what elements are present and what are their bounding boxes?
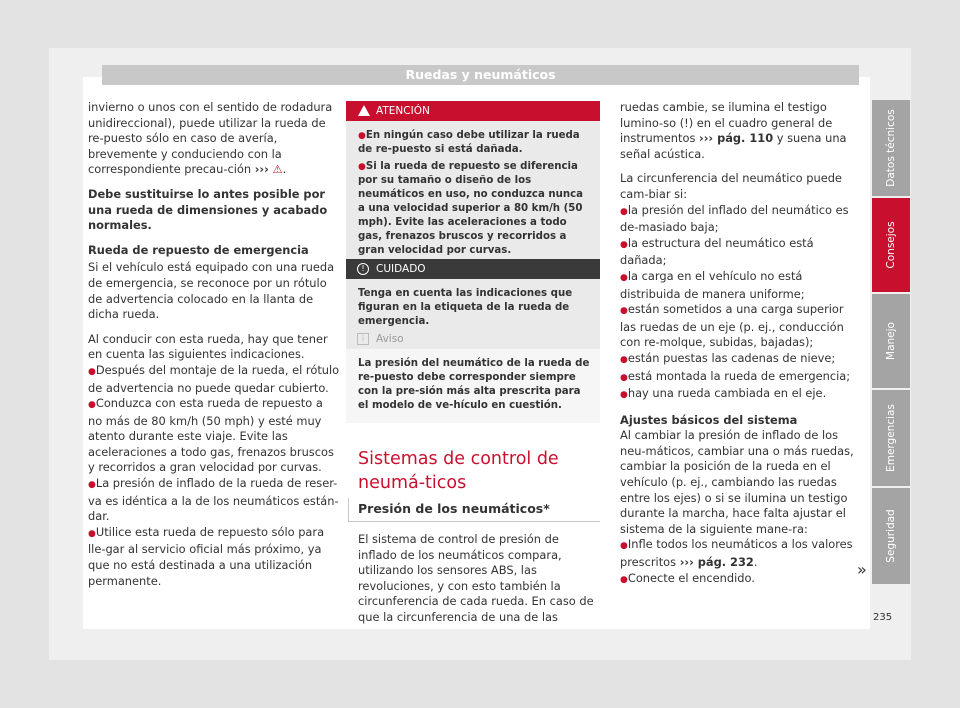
warning-box [346, 101, 600, 268]
col3-bullet: ● la presión del inflado del neumático es de-masiado baja; [620, 203, 856, 236]
caution-body: Tenga en cuenta las indicaciones que figuran en la etiqueta de la rueda de emergencia. [346, 279, 600, 339]
col3-bullet: ● Conecte el encendido. [620, 571, 856, 589]
warning-triangle-icon: ⚠ [272, 162, 283, 177]
warning-title: ATENCIÓN [376, 105, 430, 117]
page-header: Ruedas y neumáticos [102, 65, 859, 85]
caution-title: CUIDADO [376, 263, 426, 275]
column-3 [620, 100, 856, 588]
tab-datos-tecnicos[interactable]: Datos técnicos [872, 100, 910, 196]
col1-bullet: ● La presión de inflado de la rueda de reser-va es idéntica a la de los neumáticos están-dar. [88, 476, 340, 525]
col3-bullet: ● está montada la rueda de emergencia; [620, 369, 856, 387]
col3-paragraph-1: ruedas cambie, se ilumina el testigo lumino-so (!) en el cuadro general de instrumentos ››› pág. 110 y suena una señal acústica. [620, 100, 847, 161]
tab-consejos[interactable]: Consejos [872, 198, 910, 292]
col1-paragraph-1: invierno o unos con el sentido de rodadura unidireccional), puede utilizar la rueda de re-puesto sólo en caso de avería, brevemente y conduciendo con la correspondiente precau-ción ››› ⚠. [88, 100, 333, 177]
warning-bullet: ● Si la rueda de repuesto se diferencia por su tamaño o diseño de los neumáticos en uso, no conduzca nunca a una velocidad superior a 80 km/h (50 mph). Evite las aceleraciones a todo gas, frenazos bruscos y recorridos a gran velocidad por curvas. [358, 160, 590, 258]
caution-icon: ! [357, 263, 369, 275]
col1-bullet: ● Conduzca con esta rueda de repuesto a no más de 80 km/h (50 mph) y esté muy atento durante este viaje. Evite las aceleraciones a todo gas, frenazos bruscos y recorridos a gran velocidad por curvas. [88, 396, 340, 476]
note-body: La presión del neumático de la rueda de re-puesto debe corresponder siempre con la pre-sión más alta prescrita para el modelo de ve-hículo en cuestión. [346, 349, 600, 423]
info-icon: i [357, 333, 369, 345]
col1-subheading: Rueda de repuesto de emergencia [88, 242, 309, 257]
section-body: El sistema de control de presión de inflado de los neumáticos compara, utilizando los sensores ABS, las revoluciones, y con esto también la circunferencia de cada rueda. En caso de que la circunferencia de una de las [358, 532, 594, 624]
col1-paragraph-5: Al conducir con esta rueda, hay que tener en cuenta las siguientes indicaciones. [88, 331, 328, 362]
col3-paragraph-2: La circunferencia del neumático puede cam-biar si: [620, 171, 842, 201]
col1-bullet: ● Utilice esta rueda de repuesto sólo para lle-gar al servicio oficial más próximo, ya que no está destinada a una utilización permanente. [88, 525, 340, 589]
col1-paragraph-4: Si el vehículo está equipado con una rueda de emergencia, se reconoce por un rótulo de advertencia colocado en la llanta de dicha rueda. [88, 260, 335, 322]
col3-bullet: ● la estructura del neumático está dañada; [620, 236, 856, 269]
divider [348, 498, 349, 522]
col3-bullet: ● hay una rueda cambiada en el eje. [620, 386, 856, 404]
tab-seguridad[interactable]: Seguridad [872, 488, 910, 584]
column-1 [88, 100, 340, 589]
col1-bullet: ● Después del montaje de la rueda, el rótulo de advertencia no puede quedar cubierto. [88, 363, 340, 396]
col3-subheading: Ajustes básicos del sistema [620, 412, 798, 427]
col1-paragraph-2: Debe sustituirse lo antes posible por una rueda de dimensiones y acabado normales. [88, 186, 328, 233]
tire-pressure-icon: (!) [679, 115, 694, 130]
page-link[interactable]: ››› pág. 110 [699, 131, 774, 146]
note-title: Aviso [376, 333, 404, 345]
ref-arrow[interactable]: ››› [254, 162, 269, 177]
page-number: 235 [873, 612, 893, 623]
warning-triangle-icon [358, 105, 370, 116]
tab-emergencias[interactable]: Emergencias [872, 390, 910, 486]
continue-mark: » [857, 560, 867, 579]
note-box [346, 329, 600, 423]
col3-bullet: ● Infle todos los neumáticos a los valores prescritos ››› pág. 232. [620, 537, 856, 570]
col3-paragraph-4: Al cambiar la presión de inflado de los neu-máticos, cambiar una o más ruedas, cambiar la posición de la rueda en el vehículo (p. ej., cambiando las ruedas entre los ejes) o si se ilumina un testigo durante la marcha, hace falta ajustar el sistema de la siguiente mane-ra: [620, 428, 854, 536]
warning-bullet: ● En ningún caso debe utilizar la rueda de re-puesto si está dañada. [358, 129, 590, 157]
divider [348, 521, 600, 522]
tab-manejo[interactable]: Manejo [872, 294, 910, 388]
caution-box [346, 259, 600, 339]
section-title: Sistemas de control de neumá-ticos [358, 449, 559, 493]
page-link[interactable]: ››› pág. 232 [679, 555, 754, 570]
section-subtitle: Presión de los neumáticos* [358, 501, 550, 516]
col3-bullet: ● están puestas las cadenas de nieve; [620, 351, 856, 369]
col3-bullet: ● la carga en el vehículo no está distribuida de manera uniforme; [620, 269, 856, 302]
col3-bullet: ● están sometidos a una carga superior las ruedas de un eje (p. ej., conducción con re-molque, subidas, bajadas); [620, 302, 856, 351]
